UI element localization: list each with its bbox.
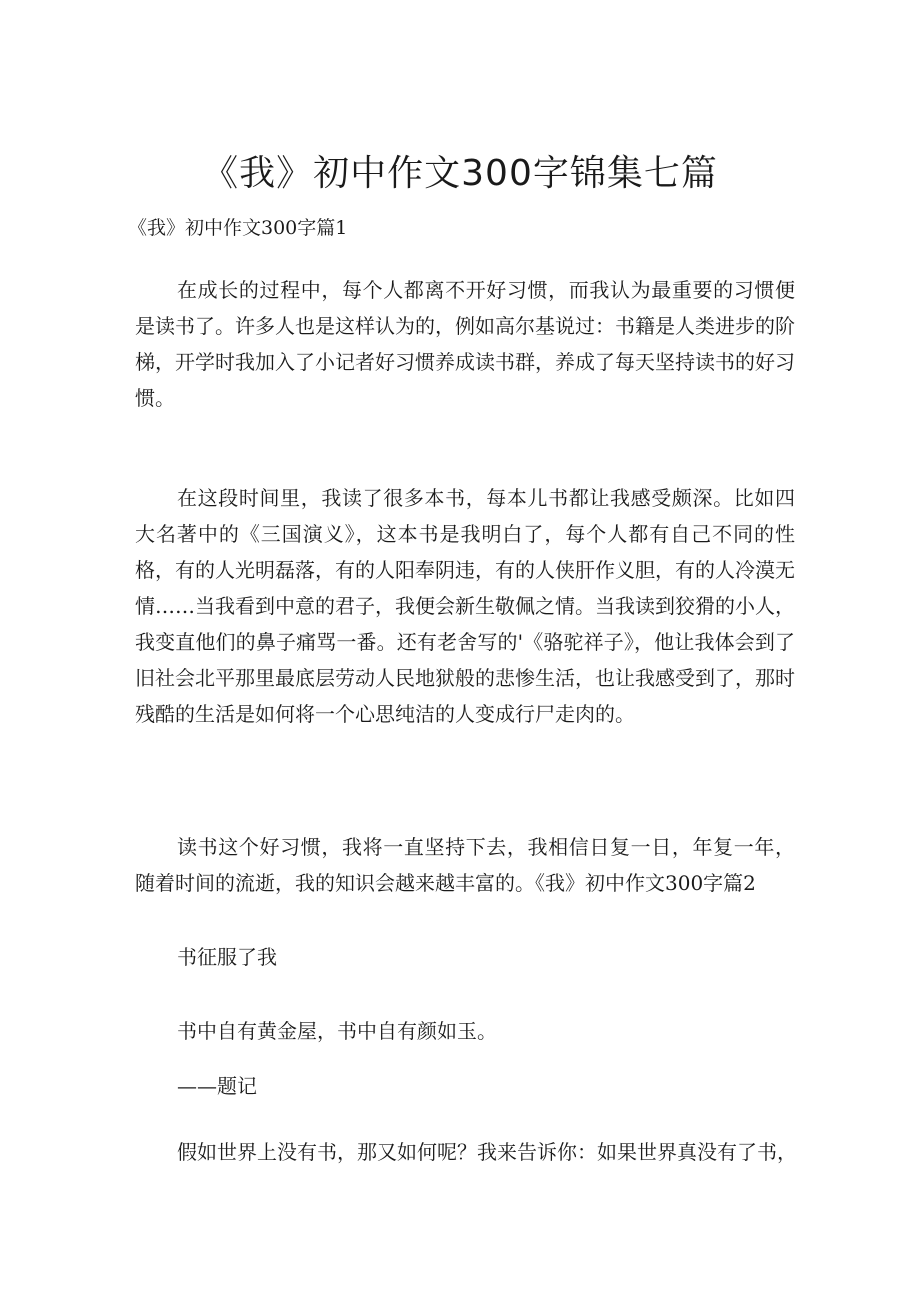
epigraph-line: 书中自有黄金屋，书中自有颜如玉。 bbox=[177, 1019, 497, 1043]
paragraph: 在成长的过程中，每个人都离不开好习惯，而我认为最重要的习惯便是读书了。许多人也是这样认为的，例如高尔基说过：书籍是人类进步的阶梯，开学时我加入了小记者好习惯养成读书群，养成了每天坚持读书的好习惯。 bbox=[135, 278, 795, 410]
paragraph: 读书这个好习惯，我将一直坚持下去，我相信日复一日，年复一年，随着时间的流逝，我的知识会越来越丰富的。《我》初中作文300字篇2 bbox=[135, 835, 795, 895]
paragraph-line: 假如世界上没有书，那又如何呢？我来告诉你：如果世界真没有了书， bbox=[177, 1140, 797, 1164]
essay-title-line: 书征服了我 bbox=[177, 945, 277, 969]
epigraph-attribution: ——题记 bbox=[177, 1074, 257, 1098]
paragraph: 在这段时间里，我读了很多本书，每本儿书都让我感受颇深。比如四大名著中的《三国演义》，这本书是我明白了，每个人都有自己不同的性格，有的人光明磊落，有的人阳奉阴违，有的人侠肝作义胆，有的人冷漠无情……当我看到中意的君子，我便会新生敬佩之情。当我读到狡猾的小人，我变直他们的鼻子痛骂一番。还有老舍写的'《骆驼祥子》，他让我体会到了旧社会北平那里最底层劳动人民地狱般的悲惨生活，也让我感受到了，那时残酷的生活是如何将一个心思纯洁的人变成行尸走肉的。 bbox=[135, 486, 795, 726]
section-heading: 《我》初中作文300字篇1 bbox=[128, 217, 348, 239]
document-title: 《我》初中作文300字锦集七篇 bbox=[202, 153, 718, 194]
